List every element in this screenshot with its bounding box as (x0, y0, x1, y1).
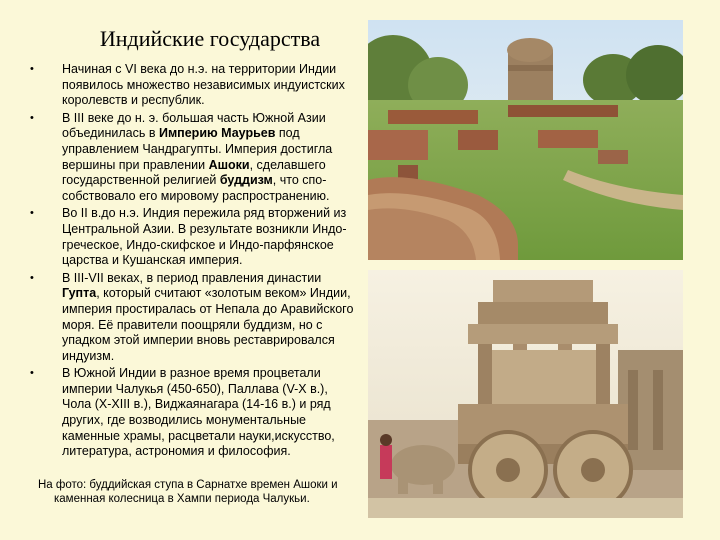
text-run: Начиная с VI века до н.э. на территории Индии появилось множество независимых индуистских королевств и республик. (62, 62, 345, 108)
bullet-text (62, 111, 332, 203)
text-run: В III веке до н. э. большая часть Южной Азии объединилась в (62, 110, 326, 141)
bullet-marker: • (30, 111, 34, 124)
bold-term: Гупта (62, 286, 97, 301)
bullet-text (62, 366, 335, 458)
bullet-list (30, 62, 360, 462)
text-run: В Южной Индии в разное время процветали империи Чалукья (450-650), Паллава (V-X в.), Чола (X-XIII в.), Виджаянагара (14-16 в.) и ряд других, где возводились монументальные каменные храмы, расцветали науки,искусство, литература, астрономия и философия. (62, 366, 335, 459)
text-run: , сделавшего государственной религией (62, 157, 326, 188)
bullet-text (62, 206, 347, 267)
bullet-item (30, 111, 360, 205)
text-run: под управлением Чандрагупты. Империя достигла вершины при правлении (62, 126, 333, 172)
chariot-photo (368, 270, 683, 518)
text-run: Во II в.до н.э. Индия пережила ряд вторжений из Центральной Азии. В результате возникли Индо-греческое, Индо-скифское и Индо-парфянское царства и Кушанская империя. (62, 206, 347, 268)
bullet-item (30, 62, 360, 109)
bullet-item (30, 366, 360, 460)
text-run: В III-VII веках, в период правления династии (62, 270, 322, 285)
caption-line-1: На фото: буддийская ступа в Сарнатхе времен Ашоки и (38, 479, 338, 491)
bullet-marker: • (30, 271, 34, 284)
bold-term: Ашоки (208, 157, 250, 172)
slide-title: Индийские государства (99, 26, 321, 51)
bullet-item (30, 271, 360, 365)
text-run: , что спо-собствовало его мировому распространению. (62, 173, 330, 203)
photo-caption (38, 478, 368, 506)
text-run: , который считают «золотым веком» Индии, империя простиралась от Непала до Аравийского моря. Её правители поощряли буддизм, но с упадком этой империи вновь реставрировался индуизм. (62, 286, 354, 363)
bold-term: буддизм (219, 173, 273, 188)
stupa-photo (368, 20, 683, 260)
bullet-text (62, 271, 353, 363)
bullet-marker: • (30, 367, 34, 380)
bullet-text (62, 62, 345, 107)
bold-term: Империю Маурьев (158, 126, 276, 141)
bullet-marker: • (30, 207, 34, 220)
bullet-item (30, 206, 360, 268)
caption-line-2: каменная колесница в Хампи периода Чалукьи. (54, 493, 310, 505)
bullet-marker: • (30, 63, 34, 75)
